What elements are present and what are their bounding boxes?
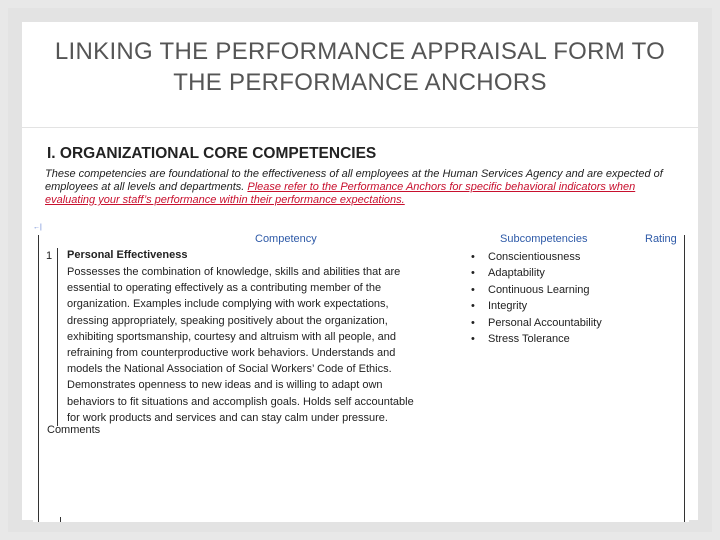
- column-header-competency: Competency: [255, 233, 317, 245]
- table-number-column-border: [57, 248, 58, 426]
- competency-name: Personal Effectiveness: [67, 249, 188, 261]
- bullet-icon: •: [471, 283, 475, 296]
- column-header-rating: Rating: [645, 233, 677, 245]
- bullet-icon: •: [471, 251, 475, 263]
- form-heading: I. ORGANIZATIONAL CORE COMPETENCIES: [47, 145, 377, 162]
- column-header-subcompetencies: Subcompetencies: [500, 233, 588, 245]
- intro-highlight: Please refer to the Performance Anchors for specific behavioral indicators when evaluating your staff’s performance within their performance expectations.: [45, 181, 636, 206]
- title-box: [22, 22, 698, 127]
- bullet-icon: •: [471, 267, 475, 280]
- subcompetency-label: Adaptability: [488, 267, 545, 280]
- table-right-border: [684, 235, 685, 522]
- appraisal-form-image: [33, 140, 689, 522]
- list-item: [471, 315, 602, 331]
- list-item: [471, 249, 602, 265]
- intro-paragraph: [45, 168, 685, 207]
- bullet-icon: •: [471, 300, 475, 313]
- slide-title: LINKING THE PERFORMANCE APPRAISAL FORM TO THE PERFORMANCE ANCHORS: [54, 38, 666, 96]
- subcompetency-label: Stress Tolerance: [488, 333, 570, 346]
- list-item: [471, 265, 602, 281]
- subcompetency-label: Continuous Learning: [488, 283, 590, 296]
- table-left-border: [38, 235, 39, 522]
- subcompetency-label: Conscientiousness: [488, 251, 581, 263]
- list-item: [471, 282, 602, 298]
- table-bottom-tick: [60, 517, 61, 522]
- subcompetency-list: [471, 249, 602, 347]
- bullet-icon: •: [471, 316, 475, 329]
- bullet-icon: •: [471, 333, 475, 346]
- intro-text: These competencies are foundational to the effectiveness of all employees at the Human Services Agency and are expected of employees at all levels and departments.: [45, 168, 663, 193]
- comments-label: Comments: [47, 424, 101, 436]
- list-item: [471, 298, 602, 314]
- row-number: 1: [46, 250, 53, 262]
- competency-description: Possesses the combination of knowledge, skills and abilities that are essential to operating effectively as a contributing member of the organization. Examples include complying with work expectations, dressing appropriately, speaking positively about the organization, exhibiting sportsmanship, courtesy and altruism with all people, and refraining from counterproductive work behaviors. Understands and models the National Association of Social Workers’ Code of Ethics. Demonstrates openness to new ideas and is willing to adapt own behaviors to fit situations and accomplish goals. Holds self accountable for work products and services and can stay calm under pressure.: [67, 266, 414, 424]
- subcompetency-label: Personal Accountability: [488, 316, 602, 329]
- table-move-handle-icon: ←|: [33, 224, 42, 231]
- subcompetency-label: Integrity: [488, 300, 528, 313]
- list-item: [471, 331, 602, 347]
